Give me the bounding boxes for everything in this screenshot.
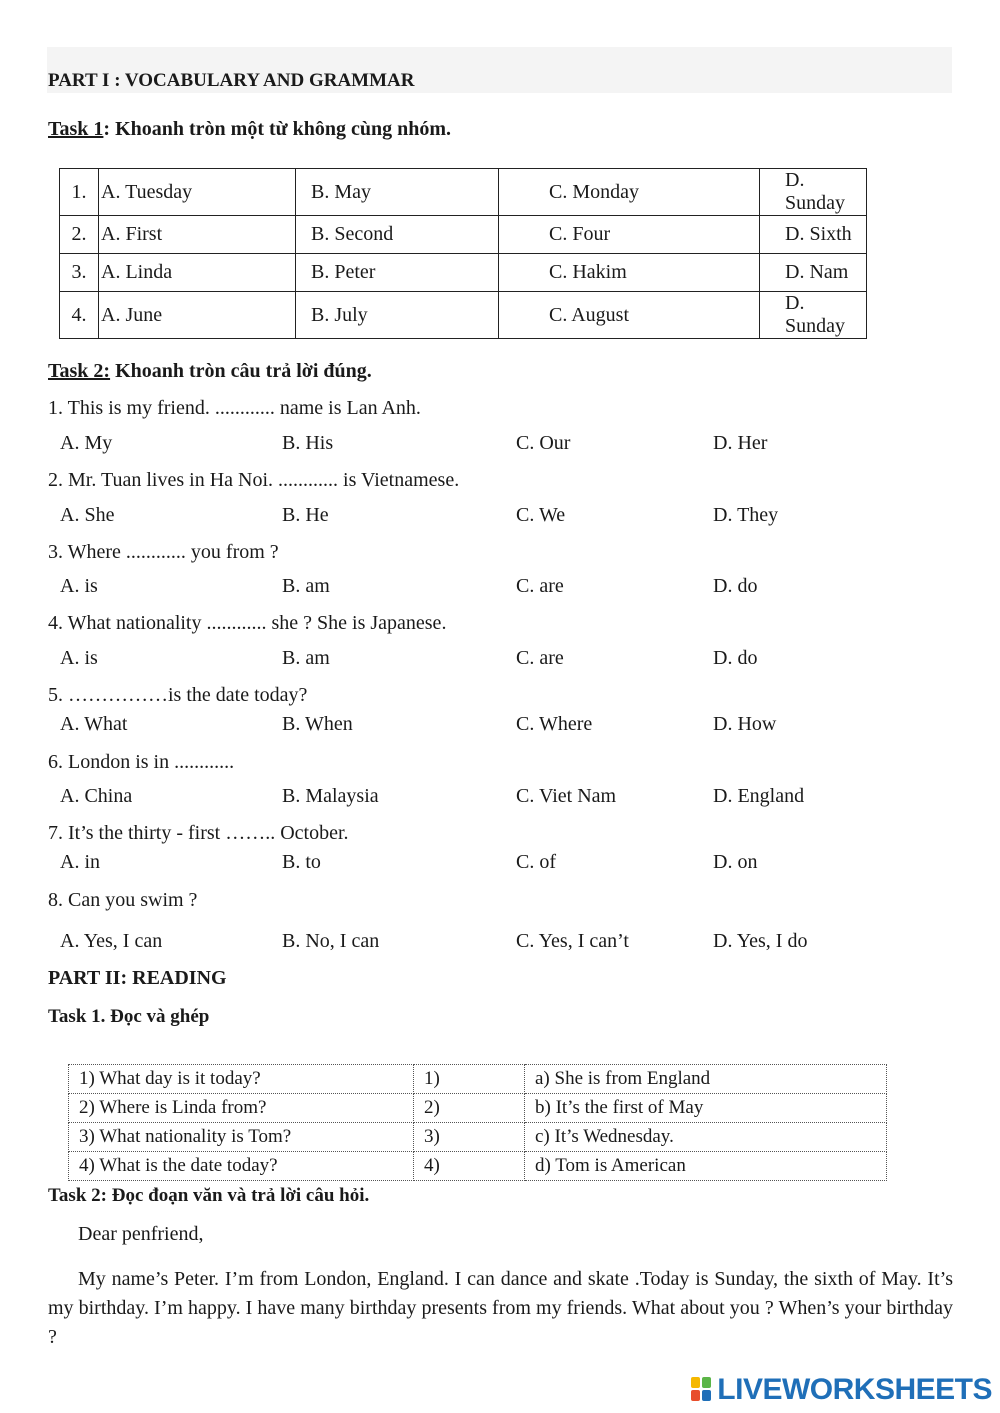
part1-task1-label: Task 1 [48, 118, 104, 140]
option-c[interactable]: C. Four [499, 216, 760, 254]
liveworksheets-logo[interactable] [691, 1373, 992, 1407]
part1-task1-title [48, 118, 451, 141]
match-question: 2) Where is Linda from? [69, 1094, 414, 1123]
answer-a[interactable]: A. Yes, I can [60, 930, 163, 952]
match-question: 4) What is the date today? [69, 1152, 414, 1181]
option-a[interactable]: A. Tuesday [99, 169, 296, 216]
option-a[interactable]: A. June [99, 292, 296, 339]
row-number: 3. [60, 254, 99, 292]
table-row [69, 1123, 887, 1152]
answer-c[interactable]: C. We [516, 504, 566, 526]
answer-d[interactable]: D. do [713, 575, 758, 597]
matching-table [68, 1064, 887, 1181]
row-number: 2. [60, 216, 99, 254]
match-answer-slot[interactable]: 3) [414, 1123, 525, 1152]
answer-d[interactable]: D. England [713, 785, 805, 807]
option-a[interactable]: A. First [99, 216, 296, 254]
answer-d[interactable]: D. How [713, 713, 777, 735]
word-group-table [59, 168, 867, 339]
answer-c[interactable]: C. of [516, 851, 556, 873]
option-c[interactable]: C. August [499, 292, 760, 339]
answer-a[interactable]: A. is [60, 575, 98, 597]
answer-b[interactable]: B. am [282, 647, 330, 669]
answer-d[interactable]: D. do [713, 647, 758, 669]
option-d[interactable]: D. Sunday [760, 292, 867, 339]
option-d[interactable]: D. Nam [760, 254, 867, 292]
answer-a[interactable]: A. is [60, 647, 98, 669]
liveworksheets-logo-icon [691, 1377, 713, 1403]
answer-a[interactable]: A. My [60, 432, 113, 454]
part1-task2-title [48, 360, 372, 383]
answer-c[interactable]: C. Where [516, 713, 593, 735]
answer-b[interactable]: B. to [282, 851, 321, 873]
question-text: 1. This is my friend. ............ name is Lan Anh. [48, 397, 421, 419]
answer-a[interactable]: A. China [60, 785, 133, 807]
table-row [69, 1152, 887, 1181]
part1-task1-instruction: : Khoanh tròn một từ không cùng nhóm. [103, 118, 452, 140]
table-row [60, 254, 867, 292]
option-c[interactable]: C. Monday [499, 169, 760, 216]
table-row [69, 1094, 887, 1123]
match-option: b) It’s the first of May [525, 1094, 887, 1123]
answer-c[interactable]: C. Viet Nam [516, 785, 617, 807]
option-b[interactable]: B. Second [296, 216, 499, 254]
match-answer-slot[interactable]: 4) [414, 1152, 525, 1181]
question-text: 6. London is in ............ [48, 751, 235, 773]
answer-b[interactable]: B. am [282, 575, 330, 597]
option-b[interactable]: B. May [296, 169, 499, 216]
option-d[interactable]: D. Sixth [760, 216, 867, 254]
match-question: 3) What nationality is Tom? [69, 1123, 414, 1152]
match-option: c) It’s Wednesday. [525, 1123, 887, 1152]
question-text: 8. Can you swim ? [48, 889, 198, 911]
question-text: 5. ……………is the date today? [48, 684, 308, 706]
part1-title: PART I : VOCABULARY AND GRAMMAR [48, 70, 415, 91]
letter-paragraph: My name’s Peter. I’m from London, England. I can dance and skate .Today is Sunday, the sixth of May. It’s my birthday. I’m happy. I have many birthday presents from my friends. What about you ? When’s your birthday ? [48, 1268, 953, 1348]
table-row [60, 292, 867, 339]
option-b[interactable]: B. July [296, 292, 499, 339]
question-text: 3. Where ............ you from ? [48, 541, 279, 563]
answer-c[interactable]: C. are [516, 575, 564, 597]
answer-d[interactable]: D. on [713, 851, 758, 873]
table-row [60, 169, 867, 216]
answer-c[interactable]: C. Our [516, 432, 571, 454]
option-d[interactable]: D. Sunday [760, 169, 867, 216]
part2-task2-title: Task 2: Đọc đoạn văn và trả lời câu hỏi. [48, 1185, 370, 1206]
answer-a[interactable]: A. What [60, 713, 128, 735]
answer-b[interactable]: B. No, I can [282, 930, 380, 952]
answer-a[interactable]: A. in [60, 851, 100, 873]
question-text: 2. Mr. Tuan lives in Ha Noi. ............ is Vietnamese. [48, 469, 460, 491]
option-b[interactable]: B. Peter [296, 254, 499, 292]
table-row [69, 1065, 887, 1094]
answer-b[interactable]: B. His [282, 432, 334, 454]
row-number: 4. [60, 292, 99, 339]
match-answer-slot[interactable]: 1) [414, 1065, 525, 1094]
match-option: a) She is from England [525, 1065, 887, 1094]
answer-b[interactable]: B. When [282, 713, 353, 735]
answer-c[interactable]: C. Yes, I can’t [516, 930, 629, 952]
part1-task2-instruction: Khoanh tròn câu trả lời đúng. [110, 360, 372, 382]
row-number: 1. [60, 169, 99, 216]
answer-b[interactable]: B. He [282, 504, 329, 526]
part2-title: PART II: READING [48, 967, 227, 989]
answer-b[interactable]: B. Malaysia [282, 785, 379, 807]
answer-c[interactable]: C. are [516, 647, 564, 669]
part1-task2-label: Task 2: [48, 360, 111, 382]
table-row [60, 216, 867, 254]
option-c[interactable]: C. Hakim [499, 254, 760, 292]
logo-text: LIVEWORKSHEETS [717, 1373, 992, 1406]
answer-d[interactable]: D. They [713, 504, 779, 526]
letter-greeting: Dear penfriend, [78, 1223, 204, 1245]
part2-task1-title: Task 1. Đọc và ghép [48, 1006, 210, 1027]
answer-a[interactable]: A. She [60, 504, 115, 526]
match-question: 1) What day is it today? [69, 1065, 414, 1094]
match-option: d) Tom is American [525, 1152, 887, 1181]
question-text: 7. It’s the thirty - first …….. October. [48, 822, 349, 844]
match-answer-slot[interactable]: 2) [414, 1094, 525, 1123]
answer-d[interactable]: D. Yes, I do [713, 930, 808, 952]
question-text: 4. What nationality ............ she ? She is Japanese. [48, 612, 447, 634]
option-a[interactable]: A. Linda [99, 254, 296, 292]
answer-d[interactable]: D. Her [713, 432, 768, 454]
